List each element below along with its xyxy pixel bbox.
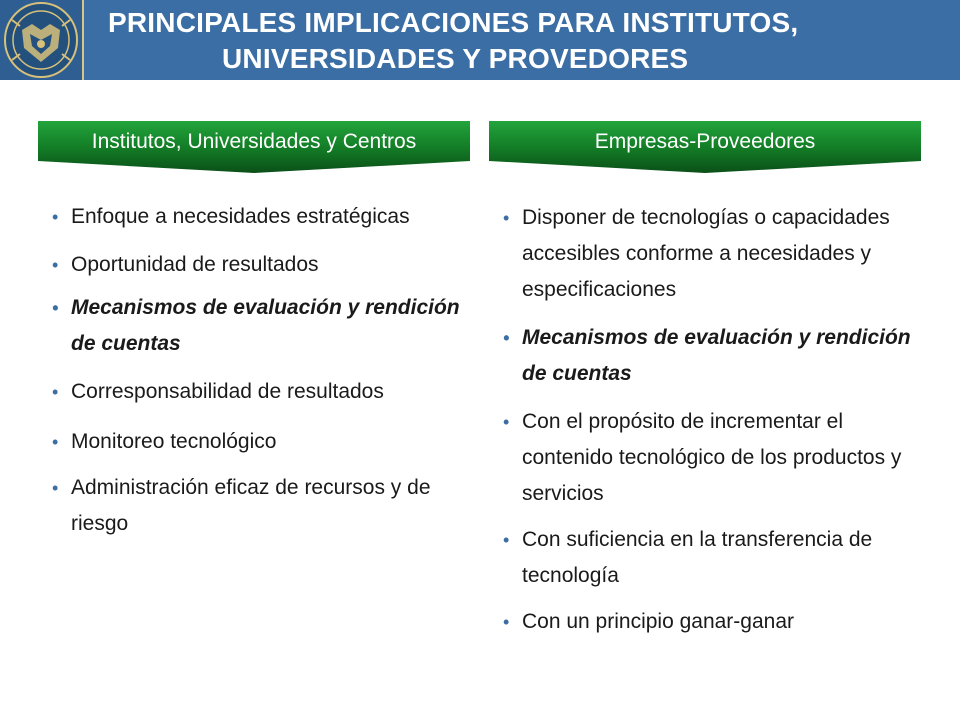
bullet-icon: • bbox=[503, 530, 510, 550]
list-item bbox=[52, 290, 462, 362]
list-item-text: Con el propósito de incrementar el contenido tecnológico de los productos y servicios bbox=[522, 410, 902, 505]
right-column-header-label: Empresas-Proveedores bbox=[594, 130, 816, 153]
bullet-icon: • bbox=[52, 255, 59, 275]
list-item bbox=[52, 247, 462, 283]
list-item-text: Mecanismos de evaluación y rendición de cuentas bbox=[522, 326, 911, 385]
list-item-text: Administración eficaz de recursos y de riesgo bbox=[71, 476, 431, 535]
list-item-text: Mecanismos de evaluación y rendición de cuentas bbox=[71, 296, 460, 355]
title-bar bbox=[0, 0, 960, 80]
page-title-line-2: UNIVERSIDADES Y PROVEDORES bbox=[222, 43, 689, 74]
left-bullet-list bbox=[52, 199, 462, 542]
list-item-text: Enfoque a necesidades estratégicas bbox=[71, 205, 410, 228]
list-item bbox=[503, 404, 913, 512]
list-item bbox=[52, 199, 462, 235]
bullet-icon: • bbox=[503, 412, 510, 432]
list-item bbox=[52, 470, 462, 542]
list-item bbox=[503, 522, 913, 594]
bullet-icon: • bbox=[503, 328, 510, 348]
right-column-header bbox=[489, 121, 921, 173]
list-item-text: Oportunidad de resultados bbox=[71, 253, 319, 276]
list-item bbox=[503, 200, 913, 308]
list-item bbox=[52, 374, 462, 410]
list-item-text: Con un principio ganar-ganar bbox=[522, 610, 795, 633]
bullet-icon: • bbox=[503, 612, 510, 632]
list-item-text: Monitoreo tecnológico bbox=[71, 430, 277, 453]
list-item-text: Disponer de tecnologías o capacidades accesibles conforme a necesidades y especificaciones bbox=[522, 206, 890, 301]
left-column-header-label: Institutos, Universidades y Centros bbox=[91, 130, 417, 153]
bullet-icon: • bbox=[52, 432, 59, 452]
bullet-icon: • bbox=[503, 208, 510, 228]
page-title-line-1: PRINCIPALES IMPLICACIONES PARA INSTITUTOS, bbox=[108, 7, 799, 38]
bullet-icon: • bbox=[52, 298, 59, 318]
list-item bbox=[52, 424, 462, 460]
unam-seal-icon bbox=[0, 0, 84, 80]
list-item bbox=[503, 604, 913, 640]
list-item-text: Con suficiencia en la transferencia de tecnología bbox=[522, 528, 873, 587]
left-column-header bbox=[38, 121, 470, 173]
list-item-text: Corresponsabilidad de resultados bbox=[71, 380, 384, 403]
bullet-icon: • bbox=[52, 478, 59, 498]
bullet-icon: • bbox=[52, 382, 59, 402]
list-item bbox=[503, 320, 913, 392]
bullet-icon: • bbox=[52, 207, 59, 227]
right-bullet-list bbox=[503, 200, 913, 640]
